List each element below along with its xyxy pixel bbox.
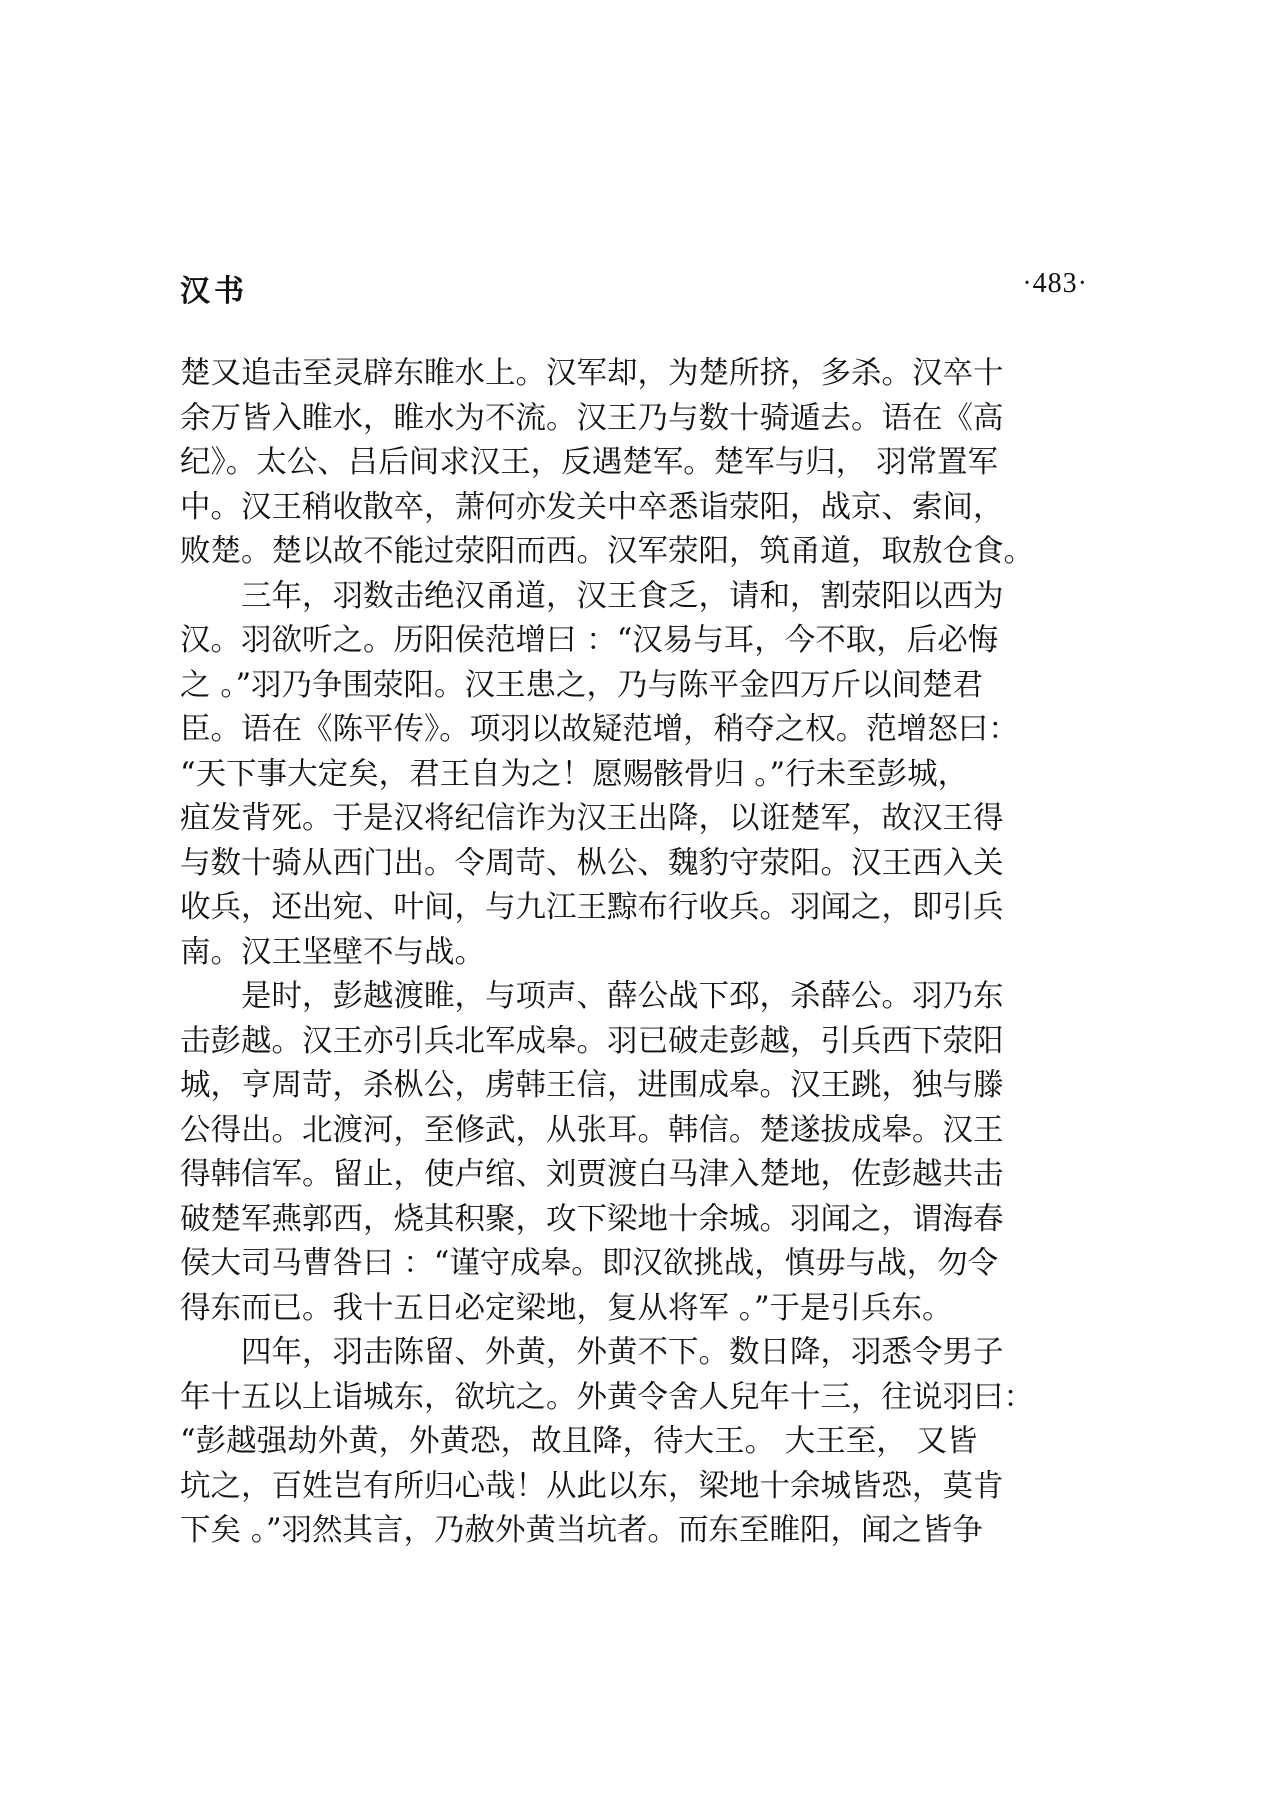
text-line: 汉。羽欲听之。历阳侯范增曰 ：“汉易与耳，今不取，后必悔	[180, 623, 999, 658]
text-line: 年十五以上诣城东，欲坑之。外黄令舍人兒年十三，往说羽曰：	[180, 1379, 1034, 1415]
text-line: 下矣 。”羽然其言，乃赦外黄当坑者。而东至睢阳，闻之皆争	[180, 1513, 984, 1548]
text-line: 坑之，百姓岂有所归心哉！从此以东，梁地十余城皆恐，莫肯	[180, 1468, 1004, 1504]
body-text	[180, 352, 1092, 1554]
text-line: 得韩信军。留止，使卢绾、刘贾渡白马津入楚地，佐彭越共击	[180, 1157, 1004, 1192]
text-line: 中。汉王稍收散卒，萧何亦发关中卒悉诣荥阳，战京、索间，	[180, 489, 1004, 525]
text-line: 疽发背死。于是汉将纪信诈为汉王出降，以诳楚军，故汉王得	[180, 801, 1004, 836]
text-line: 得东而已。我十五日必定梁地，复从将军 。”于是引兵东。	[180, 1290, 953, 1326]
text-line: 纪》。太公、吕后间求汉王，反遇楚军。楚军与归， 羽常置军	[180, 445, 998, 480]
text-line: 楚又追击至灵辟东睢水上。汉军却，为楚所挤，多杀。汉卒十	[180, 356, 1004, 391]
text-line: 公得出。北渡河，至修武，从张耳。韩信。楚遂拔成皋。汉王	[180, 1112, 1004, 1148]
text-line: 臣。语在《陈平传》。项羽以故疑范增，稍夺之权。范增怒曰：	[180, 712, 1019, 747]
text-line: 南。汉王坚壁不与战。	[180, 934, 485, 970]
text-line: 四年，羽击陈留、外黄，外黄不下。数日降，羽悉令男子	[241, 1335, 1004, 1370]
text-line: 与数十骑从西门出。令周苛、枞公、魏豹守荥阳。汉王西入关	[180, 845, 1004, 881]
text-line: “天下事大定矣，君王自为之！愿赐骸骨归 。”行未至彭城，	[180, 756, 969, 792]
running-head	[180, 266, 1088, 316]
text-line: 败楚。楚以故不能过荥阳而西。汉军荥阳，筑甬道，取敖仓食。	[180, 534, 1034, 569]
text-line: 是时，彭越渡睢，与项声、薛公战下邳，杀薛公。羽乃东	[241, 979, 1004, 1014]
text-line: 三年，羽数击绝汉甬道，汉王食乏，请和，割荥阳以西为	[241, 578, 1004, 614]
text-line: 破楚军燕郭西，烧其积聚，攻下梁地十余城。羽闻之，谓海春	[180, 1201, 1004, 1237]
book-title: 汉书	[180, 274, 248, 309]
text-line: 城，亨周苛，杀枞公，虏韩王信，进围成皋。汉王跳，独与滕	[180, 1068, 1004, 1103]
text-line: 收兵，还出宛、叶间，与九江王黥布行收兵。羽闻之，即引兵	[180, 890, 1004, 925]
text-line: 侯大司马曹咎曰 ：“谨守成皋。即汉欲挑战，慎毋与战，勿令	[180, 1246, 999, 1281]
text-line: 击彭越。汉王亦引兵北军成皋。羽已破走彭越，引兵西下荥阳	[180, 1023, 1004, 1059]
text-line: 之 。”羽乃争围荥阳。汉王患之，乃与陈平金四万斤以间楚君	[180, 667, 984, 703]
text-line: “彭越强劫外黄，外黄恐，故且降，待大王。 大王至， 又皆	[180, 1424, 978, 1459]
text-line: 余万皆入睢水，睢水为不流。汉王乃与数十骑遁去。语在《高	[180, 400, 1004, 436]
page-number: ·483·	[1022, 268, 1088, 299]
